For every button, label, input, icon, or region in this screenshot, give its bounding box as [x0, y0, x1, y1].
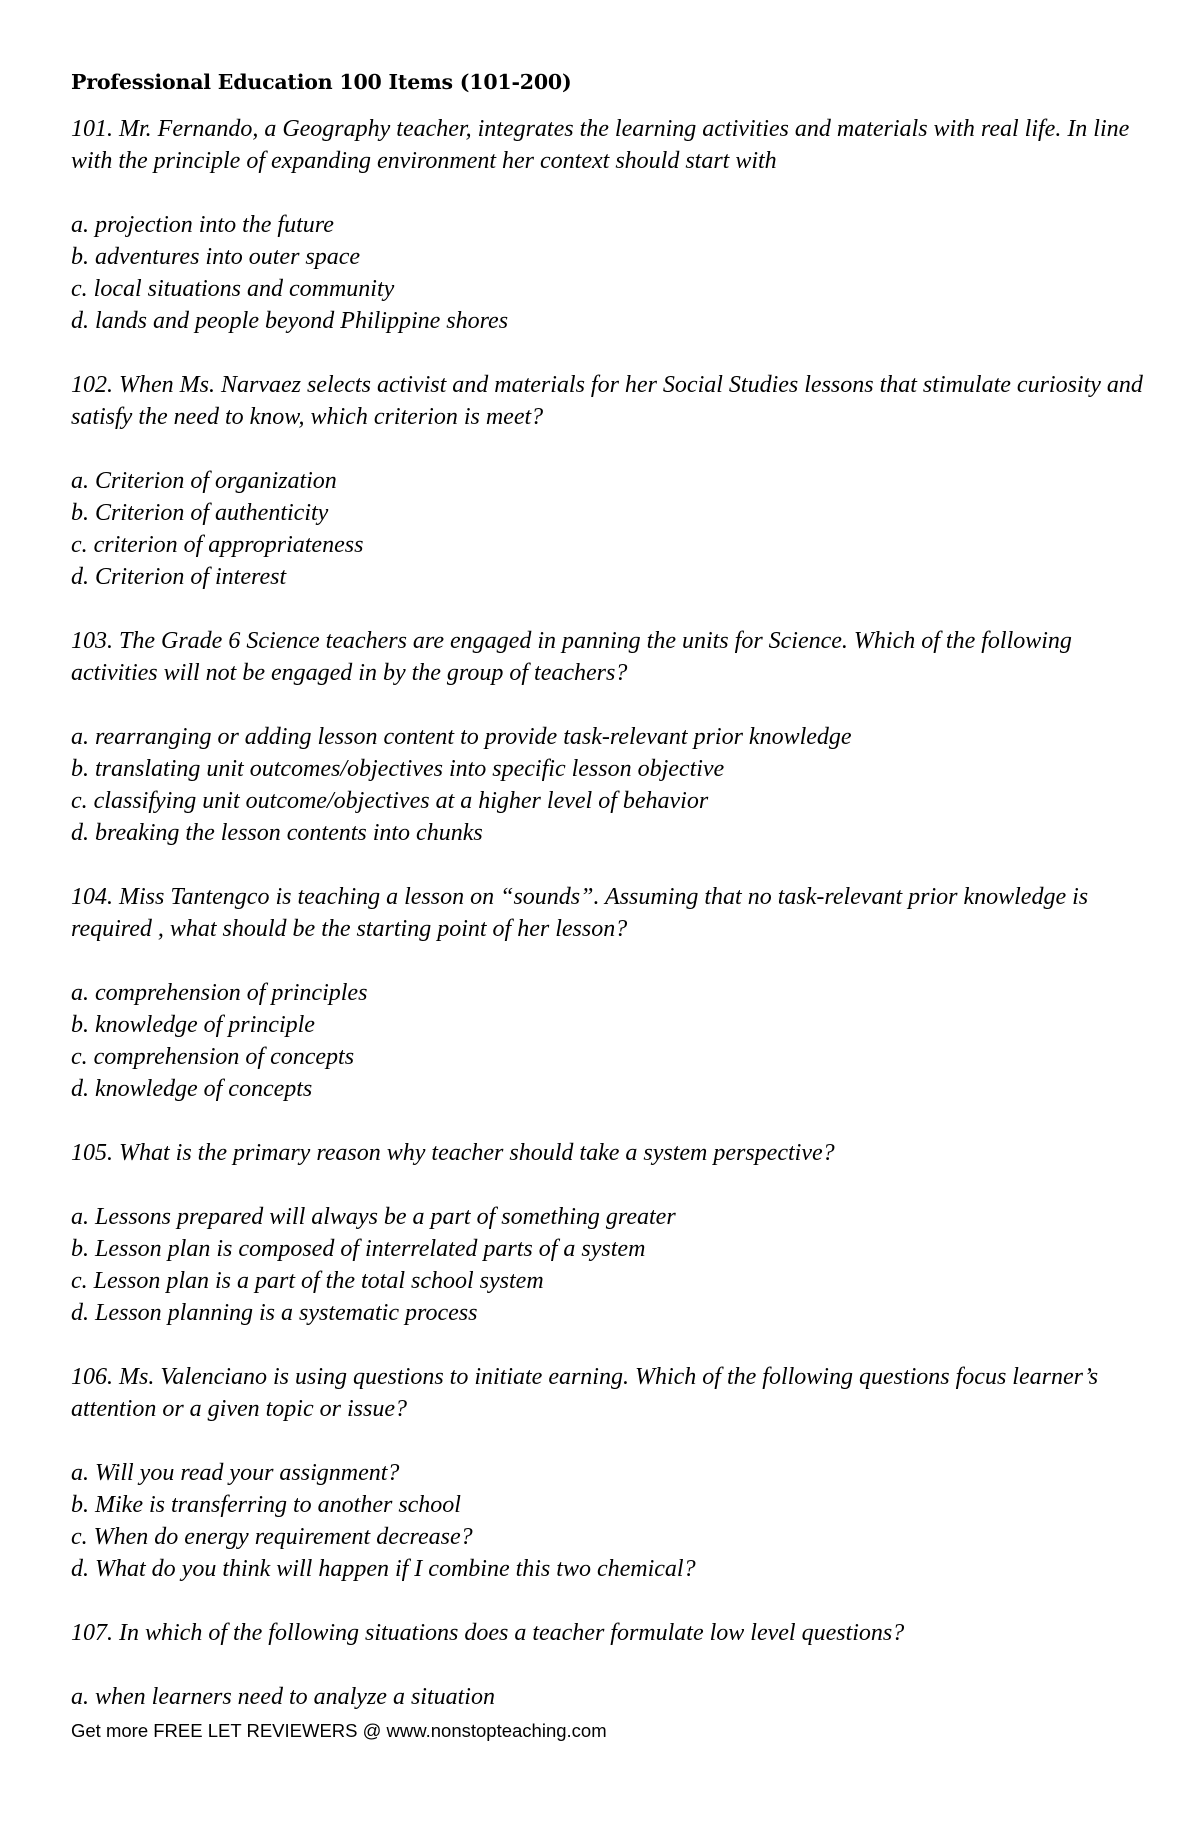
answer-options — [71, 1457, 1151, 1585]
question-stem: 107. In which of the following situations does a teacher formulate low level questions? — [71, 1620, 905, 1646]
answer-options — [71, 1201, 1151, 1329]
question-102 — [71, 369, 1151, 593]
option-c: c. Lesson plan is a part of the total school system — [71, 1268, 544, 1294]
question-107 — [71, 1617, 1151, 1713]
option-b: b. Lesson plan is composed of interrelated parts of a system — [71, 1236, 646, 1262]
document-title: Professional Education 100 Items (101-200) — [71, 70, 572, 94]
option-c: c. comprehension of concepts — [71, 1044, 355, 1070]
option-b: b. knowledge of principle — [71, 1012, 315, 1038]
question-stem: 102. When Ms. Narvaez selects activist and materials for her Social Studies lessons that stimulate curiosity and satisfy the need to know, which criterion is meet? — [71, 372, 1143, 430]
answer-options — [71, 209, 1151, 337]
option-c: c. criterion of appropriateness — [71, 532, 364, 558]
option-a: a. Criterion of organization — [71, 468, 337, 494]
option-d: d. knowledge of concepts — [71, 1076, 313, 1102]
question-stem: 106. Ms. Valenciano is using questions to initiate earning. Which of the following questions focus learner’s attention or a given topic or issue? — [71, 1364, 1099, 1422]
question-104 — [71, 881, 1151, 1105]
option-d: d. What do you think will happen if I combine this two chemical? — [71, 1556, 696, 1582]
question-101 — [71, 113, 1151, 337]
option-c: c. classifying unit outcome/objectives at a higher level of behavior — [71, 788, 709, 814]
option-a: a. rearranging or adding lesson content to provide task-relevant prior knowledge — [71, 724, 852, 750]
question-stem: 103. The Grade 6 Science teachers are engaged in panning the units for Science. Which of the following activities will not be engaged in by the group of teachers? — [71, 628, 1072, 686]
page-footer: Get more FREE LET REVIEWERS @ www.nonstopteaching.com — [71, 1720, 607, 1741]
question-106 — [71, 1361, 1151, 1585]
question-105 — [71, 1137, 1151, 1329]
option-a: a. Will you read your assignment? — [71, 1460, 400, 1486]
option-a: a. Lessons prepared will always be a part of something greater — [71, 1204, 676, 1230]
option-a: a. projection into the future — [71, 212, 334, 238]
option-d: d. breaking the lesson contents into chunks — [71, 820, 483, 846]
question-stem: 105. What is the primary reason why teacher should take a system perspective? — [71, 1140, 835, 1166]
question-103 — [71, 625, 1151, 849]
question-stem: 101. Mr. Fernando, a Geography teacher, integrates the learning activities and materials with real life. In line with the principle of expanding environment her context should start with — [71, 116, 1130, 174]
option-b: b. Mike is transferring to another school — [71, 1492, 461, 1518]
answer-options — [71, 721, 1151, 849]
option-b: b. translating unit outcomes/objectives into specific lesson objective — [71, 756, 725, 782]
option-d: d. Criterion of interest — [71, 564, 287, 590]
question-stem: 104. Miss Tantengco is teaching a lesson on “sounds”. Assuming that no task-relevant prior knowledge is required , what should be the starting point of her lesson? — [71, 884, 1089, 942]
option-c: c. local situations and community — [71, 276, 395, 302]
option-d: d. lands and people beyond Philippine shores — [71, 308, 509, 334]
answer-options — [71, 465, 1151, 593]
option-d: d. Lesson planning is a systematic process — [71, 1300, 478, 1326]
option-a: a. comprehension of principles — [71, 980, 368, 1006]
option-b: b. Criterion of authenticity — [71, 500, 329, 526]
answer-options — [71, 1681, 1151, 1713]
option-c: c. When do energy requirement decrease? — [71, 1524, 473, 1550]
document-body — [71, 66, 1151, 1745]
answer-options — [71, 977, 1151, 1105]
option-b: b. adventures into outer space — [71, 244, 361, 270]
option-a: a. when learners need to analyze a situation — [71, 1684, 495, 1710]
